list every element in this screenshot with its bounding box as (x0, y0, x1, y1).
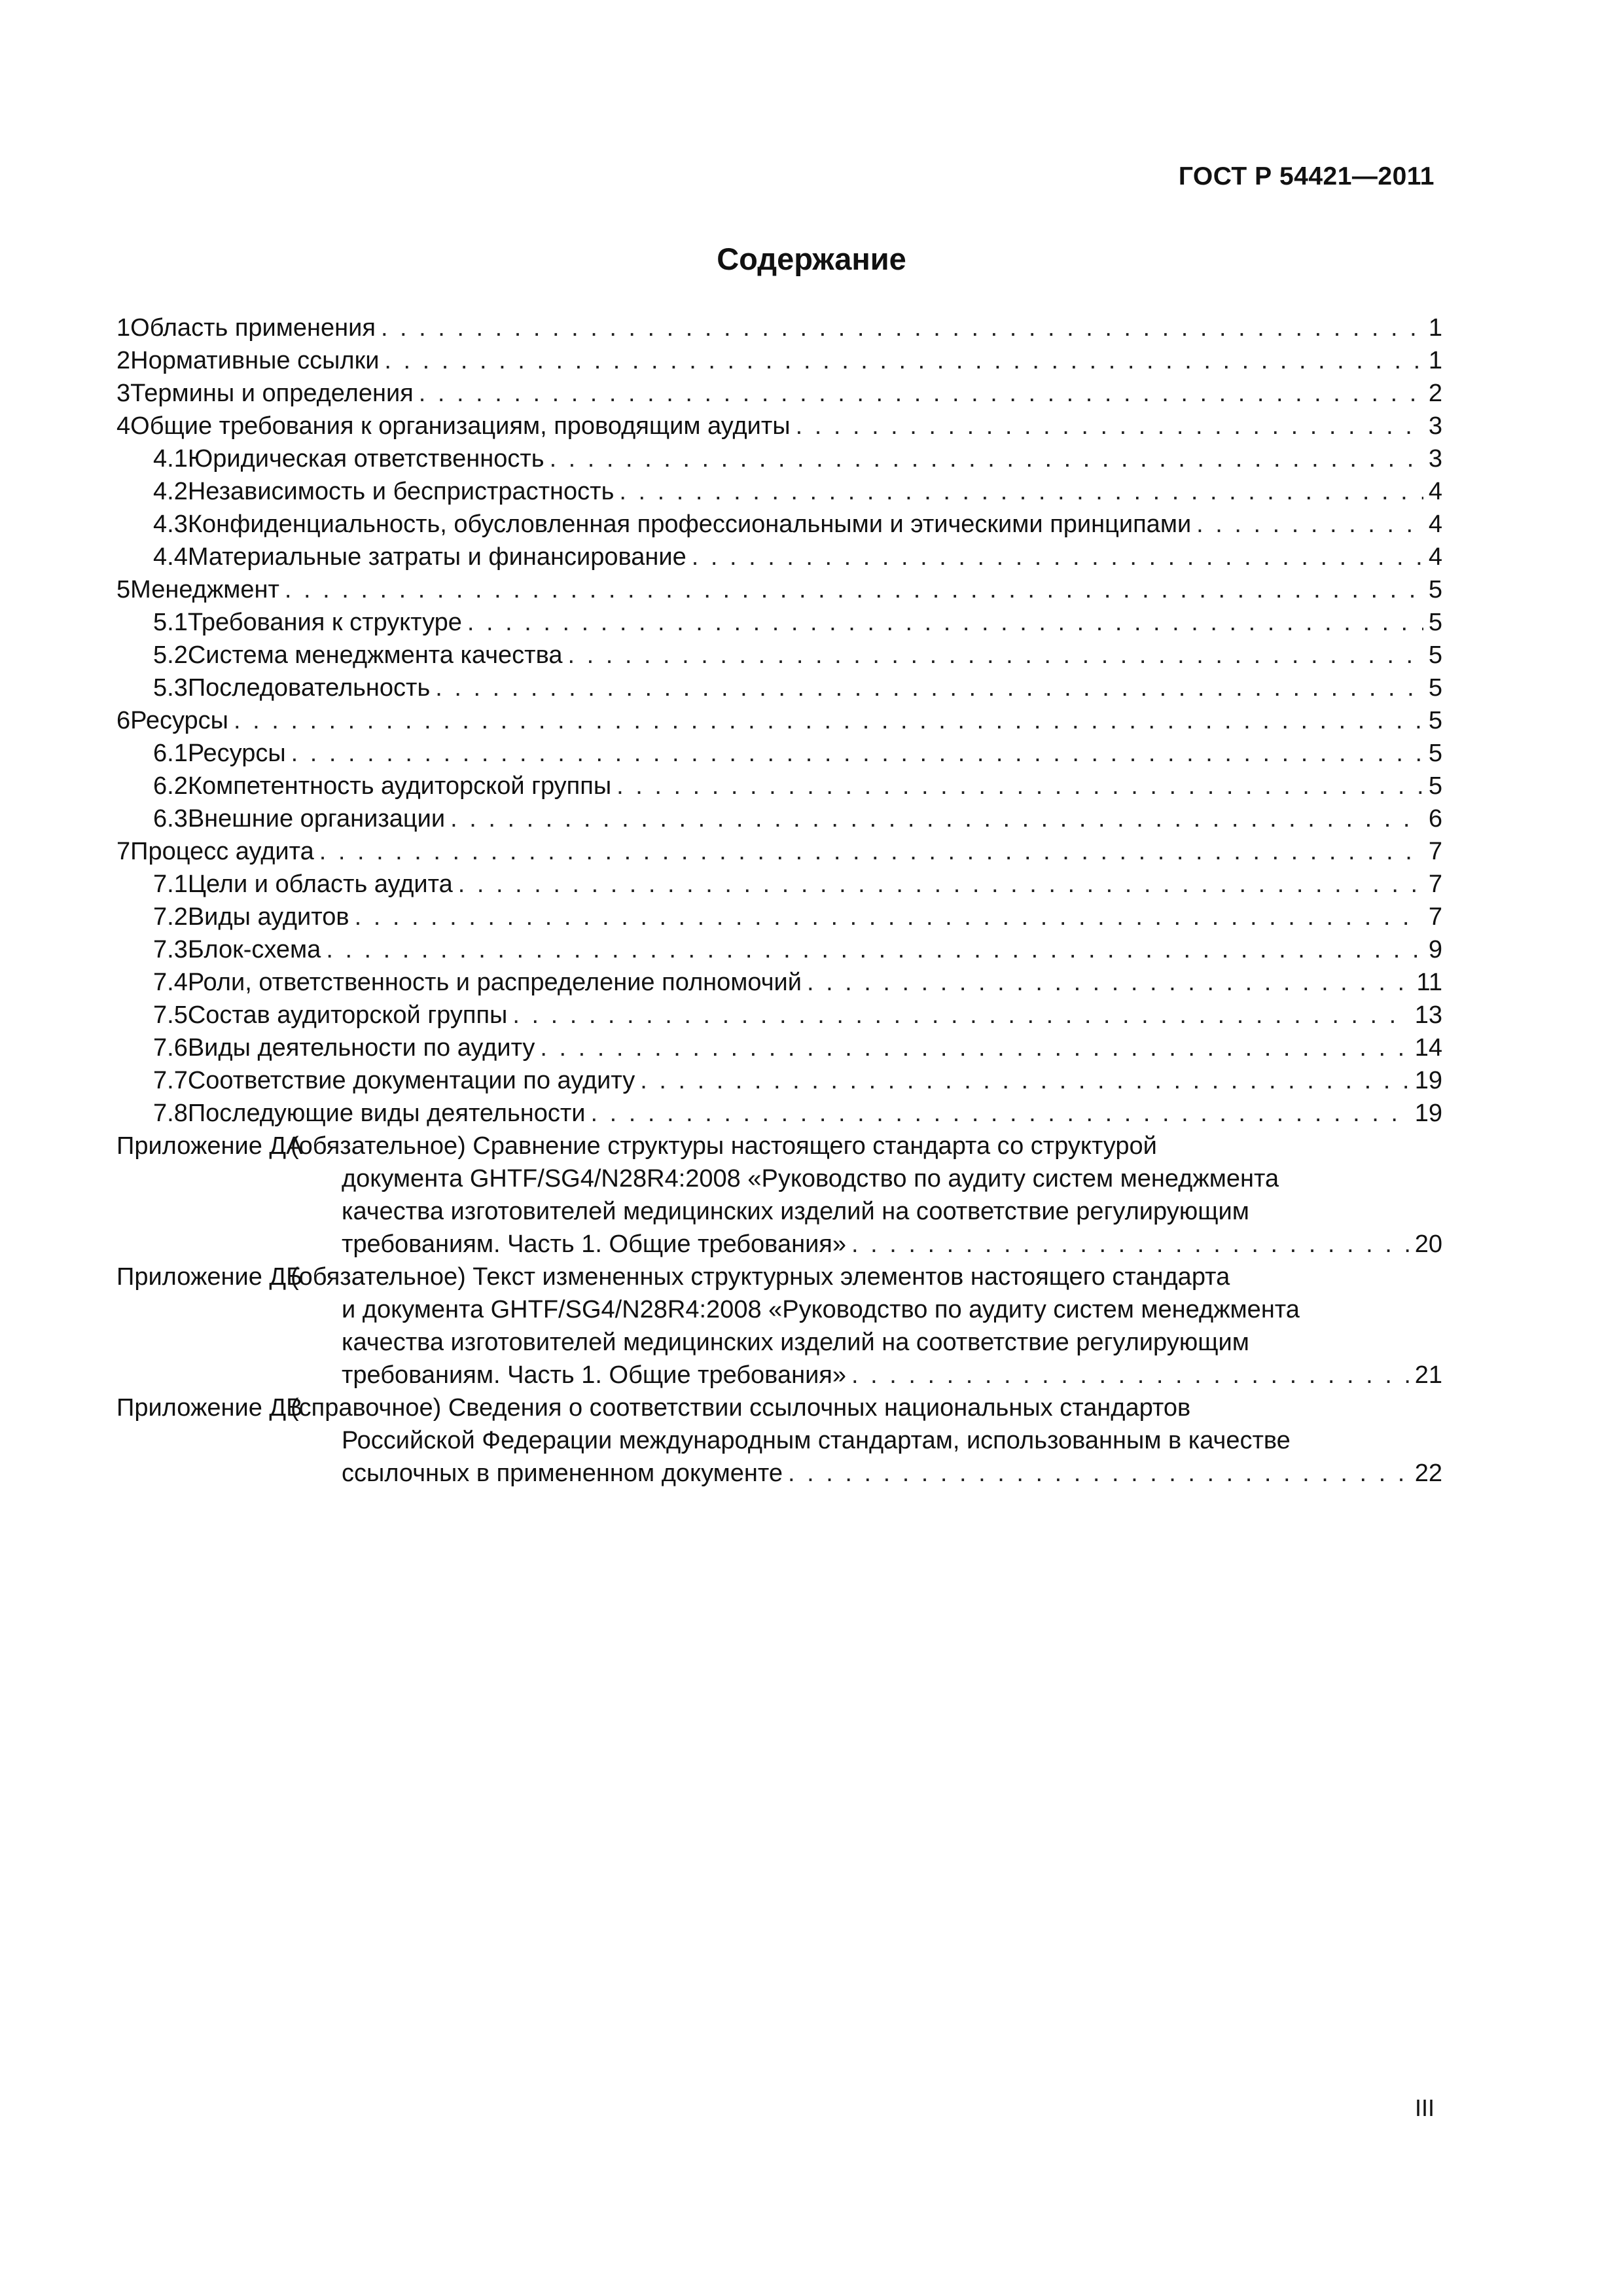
toc-entry-number: 4 (116, 412, 131, 440)
toc-entry-page: 19 (1414, 1067, 1442, 1094)
dot-leader (591, 1097, 1410, 1130)
toc-entry-page: 5 (1428, 707, 1442, 734)
toc-entry-label: Независимость и беспристрастность (187, 478, 615, 505)
toc-entry-page: 3 (1428, 445, 1442, 473)
dot-leader (851, 1359, 1410, 1391)
toc-entry-page: 6 (1428, 805, 1442, 833)
toc-entry-label: Материальные затраты и финансирование (187, 543, 687, 571)
toc-entry-number: 4.2 (153, 478, 188, 505)
toc-entry[interactable] (116, 442, 1442, 475)
dot-leader (285, 573, 1423, 606)
dot-leader (384, 344, 1423, 377)
toc-entry-page: 7 (1428, 838, 1442, 865)
toc-entry[interactable] (116, 639, 1442, 672)
toc-entry-page: 5 (1428, 609, 1442, 636)
toc-entry-page: 1 (1428, 314, 1442, 342)
toc-entry-number: 2 (116, 347, 131, 374)
toc-entry-label: Нормативные ссылки (130, 347, 380, 374)
toc-entry-number: 1 (116, 314, 131, 342)
toc-entry-number: 4.1 (153, 445, 188, 473)
toc-entry[interactable] (116, 475, 1442, 508)
toc-entry-page: 4 (1428, 511, 1442, 538)
appendix-prefix: Приложение ДВ (116, 1394, 303, 1422)
toc-entry-label: Внешние организации (187, 805, 446, 833)
document-code: ГОСТ Р 54421—2011 (1178, 162, 1435, 190)
dot-leader (291, 737, 1423, 770)
appendix-page: 22 (1414, 1460, 1442, 1487)
toc-entry-page: 4 (1428, 478, 1442, 505)
toc-entry[interactable] (116, 377, 1442, 410)
toc-entry-page: 5 (1428, 772, 1442, 800)
toc-entry-page: 5 (1428, 576, 1442, 603)
toc-appendix-entry[interactable] (116, 1261, 1442, 1391)
toc-entry[interactable] (116, 933, 1442, 966)
appendix-text-line: Российской Федерации международным стандартам, использованным в качестве (342, 1427, 1291, 1454)
dot-leader (512, 999, 1409, 1031)
toc-entry[interactable] (116, 835, 1442, 868)
toc-entry-number: 5 (116, 576, 131, 603)
dot-leader (234, 704, 1423, 737)
dot-leader (319, 835, 1423, 868)
toc-entry[interactable] (116, 1031, 1442, 1064)
toc-entry[interactable] (116, 901, 1442, 933)
toc-entry-label: Процесс аудита (130, 838, 314, 865)
dot-leader (326, 933, 1423, 966)
appendix-page: 20 (1414, 1230, 1442, 1258)
toc-entry-label: Последовательность (187, 674, 431, 702)
toc-entry-page: 13 (1414, 1001, 1442, 1029)
toc-entry-number: 7.8 (153, 1100, 188, 1127)
toc-entry-label: Область применения (130, 314, 376, 342)
dot-leader (640, 1064, 1409, 1097)
toc-entry-page: 5 (1428, 674, 1442, 702)
dot-leader (419, 377, 1423, 410)
toc-entry[interactable] (116, 541, 1442, 573)
toc-entry[interactable] (116, 312, 1442, 344)
appendix-text-line: документа GHTF/SG4/N28R4:2008 «Руководство по аудиту систем менеджмента (342, 1165, 1279, 1193)
toc-entry-label: Состав аудиторской группы (187, 1001, 508, 1029)
toc-entry-number: 7.2 (153, 903, 188, 931)
dot-leader (796, 410, 1423, 442)
toc-entry-page: 1 (1428, 347, 1442, 374)
toc-entry-label: Общие требования к организациям, проводящим аудиты (130, 412, 791, 440)
toc-entry-number: 4.3 (153, 511, 188, 538)
toc-entry-number: 7.4 (153, 969, 188, 996)
toc-entry[interactable] (116, 999, 1442, 1031)
appendix-text-line: и документа GHTF/SG4/N28R4:2008 «Руководство по аудиту систем менеджмента (342, 1296, 1300, 1323)
toc-entry-number: 6.1 (153, 740, 188, 767)
dot-leader (550, 442, 1423, 475)
toc-entry-label: Система менеджмента качества (187, 641, 563, 669)
toc-entry[interactable] (116, 1097, 1442, 1130)
toc-entry-number: 5.3 (153, 674, 188, 702)
toc-entry-label: Соответствие документации по аудиту (187, 1067, 635, 1094)
toc-entry-number: 6.3 (153, 805, 188, 833)
toc-entry-number: 7.7 (153, 1067, 188, 1094)
toc-entry-page: 5 (1428, 740, 1442, 767)
toc-entry-label: Роли, ответственность и распределение полномочий (187, 969, 802, 996)
toc-entry-number: 7.6 (153, 1034, 188, 1062)
toc-entry-page: 5 (1428, 641, 1442, 669)
dot-leader (567, 639, 1423, 672)
toc-entry-label: Требования к структуре (187, 609, 462, 636)
dot-leader (355, 901, 1423, 933)
toc-entry-page: 7 (1428, 870, 1442, 898)
toc-entry-page: 19 (1414, 1100, 1442, 1127)
toc-entry-label: Ресурсы (130, 707, 228, 734)
appendix-prefix: Приложение ДА (116, 1132, 303, 1160)
page-number: III (1414, 2094, 1435, 2121)
toc-entry-number: 6 (116, 707, 131, 734)
toc-entry[interactable] (116, 704, 1442, 737)
toc-entry-label: Ресурсы (187, 740, 286, 767)
toc-entry-label: Юридическая ответственность (187, 445, 544, 473)
toc-entry-number: 3 (116, 380, 131, 407)
toc-entry[interactable] (116, 1064, 1442, 1097)
toc-entry-number: 6.2 (153, 772, 188, 800)
dot-leader (540, 1031, 1409, 1064)
toc-entry-page: 7 (1428, 903, 1442, 931)
toc-entry-page: 14 (1414, 1034, 1442, 1062)
toc-entry-label: Термины и определения (130, 380, 414, 407)
appendix-text-line: требованиям. Часть 1. Общие требования» (342, 1230, 847, 1258)
appendix-text-line: требованиям. Часть 1. Общие требования» (342, 1361, 847, 1389)
toc-entry-number: 4.4 (153, 543, 188, 571)
toc-entry-page: 3 (1428, 412, 1442, 440)
toc-entry[interactable] (116, 802, 1442, 835)
page-title: Содержание (717, 242, 906, 276)
dot-leader (788, 1457, 1410, 1490)
toc-entry[interactable] (116, 606, 1442, 639)
toc-entry-label: Блок-схема (187, 936, 321, 963)
toc-entry-label: Конфиденциальность, обусловленная профессиональными и этическими принципами (187, 511, 1192, 538)
appendix-prefix: Приложение ДБ (116, 1263, 303, 1291)
appendix-text-line: (справочное) Сведения о соответствии ссылочных национальных стандартов (291, 1394, 1191, 1422)
toc-entry[interactable] (116, 344, 1442, 377)
appendix-page: 21 (1414, 1361, 1442, 1389)
dot-leader (1196, 508, 1423, 541)
toc-entry-number: 7 (116, 838, 131, 865)
appendix-text-line: качества изготовителей медицинских изделий на соответствие регулирующим (342, 1198, 1249, 1225)
toc-entry-number: 7.5 (153, 1001, 188, 1029)
toc-entry-number: 5.2 (153, 641, 188, 669)
toc-entry-number: 7.3 (153, 936, 188, 963)
toc-entry[interactable] (116, 770, 1442, 802)
dot-leader (458, 868, 1423, 901)
toc-entry-page: 9 (1428, 936, 1442, 963)
dot-leader (381, 312, 1423, 344)
appendix-text-line: качества изготовителей медицинских изделий на соответствие регулирующим (342, 1329, 1249, 1356)
appendix-text-line: ссылочных в примененном документе (342, 1460, 783, 1487)
toc-entry-label: Последующие виды деятельности (187, 1100, 586, 1127)
appendix-text-line: (обязательное) Текст измененных структурных элементов настоящего стандарта (291, 1263, 1230, 1291)
toc-entry[interactable] (116, 508, 1442, 541)
toc-appendix-entry[interactable] (116, 1391, 1442, 1490)
dot-leader (807, 966, 1412, 999)
dot-leader (619, 475, 1423, 508)
dot-leader (692, 541, 1423, 573)
toc-entry-label: Менеджмент (130, 576, 279, 603)
toc-entry-label: Цели и область аудита (187, 870, 453, 898)
toc-entry-page: 11 (1416, 969, 1442, 996)
toc-entry-label: Компетентность аудиторской группы (187, 772, 612, 800)
toc-entry[interactable] (116, 966, 1442, 999)
toc-entry-page: 2 (1428, 380, 1442, 407)
dot-leader (467, 606, 1423, 639)
toc-entry-label: Виды аудитов (187, 903, 349, 931)
toc-entry[interactable] (116, 672, 1442, 704)
toc-entry-page: 4 (1428, 543, 1442, 571)
appendix-text-line: (обязательное) Сравнение структуры настоящего стандарта со структурой (291, 1132, 1157, 1160)
dot-leader (851, 1228, 1410, 1261)
toc-entry-number: 5.1 (153, 609, 188, 636)
toc-entry-number: 7.1 (153, 870, 188, 898)
table-of-contents (116, 312, 1442, 1490)
toc-entry[interactable] (116, 737, 1442, 770)
toc-entry-label: Виды деятельности по аудиту (187, 1034, 535, 1062)
toc-appendix-entry[interactable] (116, 1130, 1442, 1261)
dot-leader (435, 672, 1423, 704)
dot-leader (450, 802, 1423, 835)
toc-entry[interactable] (116, 573, 1442, 606)
toc-entry[interactable] (116, 410, 1442, 442)
toc-entry[interactable] (116, 868, 1442, 901)
dot-leader (616, 770, 1423, 802)
